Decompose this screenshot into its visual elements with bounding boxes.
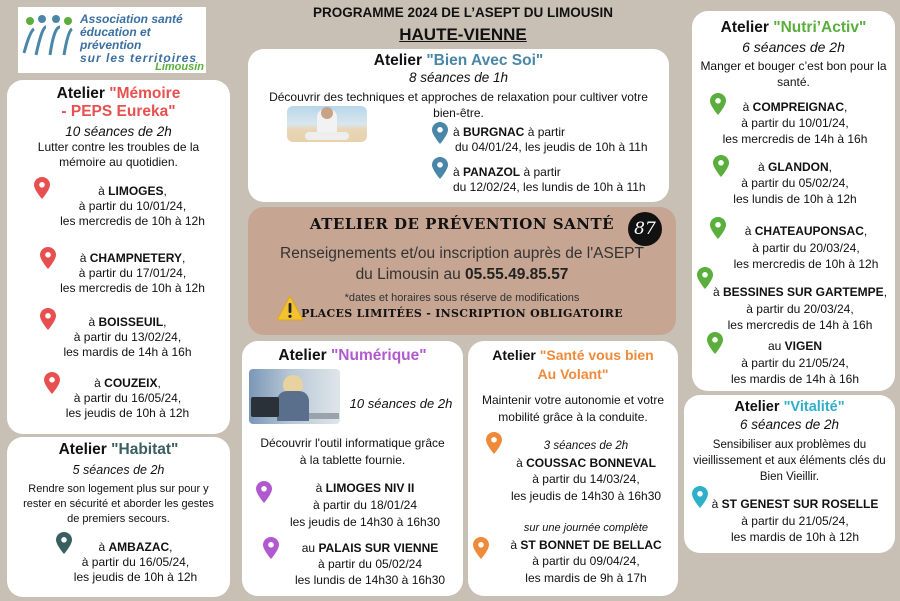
program-title: PROGRAMME 2024 DE L’ASEPT DU LIMOUSIN xyxy=(312,5,614,20)
vitalite-description: Sensibiliser aux problèmes du vieillissement et aux éléments clés du Bien Vieillir. xyxy=(693,439,886,483)
memoire-sessions: 10 séances de 2h xyxy=(65,124,172,139)
location-palais-sur-vienne: au PALAIS SUR VIENNE à partir du 05/02/24 les lundis de 14h30 à 16h30 xyxy=(294,541,446,587)
logo-region: Limousin xyxy=(155,61,204,73)
nutri-description: Manger et bouger c’est bon pour la santé. xyxy=(700,59,887,89)
location-panazol: à PANAZOL à partir du 12/02/24, les lundis de 10h à 11h xyxy=(453,165,646,194)
habitat-sessions: 5 séances de 2h xyxy=(72,463,165,477)
location-vigen: au VIGEN à partir du 21/05/24, les mardis de 14h à 16h xyxy=(730,339,860,386)
habitat-title: Atelier "Habitat" xyxy=(58,441,179,458)
numerique-sessions: 10 séances de 2h xyxy=(349,396,453,411)
location-chateauponsac: à CHATEAUPONSAC, à partir du 20/03/24, les mercredis de 10h à 12h xyxy=(733,224,879,271)
location-couzeix: à COUZEIX, à partir du 16/05/24, les jeudis de 10h à 12h xyxy=(65,376,190,420)
location-limoges-niv-ii: à LIMOGES NIV II à partir du 18/01/24 les jeudis de 14h30 à 16h30 xyxy=(289,481,441,529)
location-bessines-sur-gartempe: à BESSINES SUR GARTEMPE, à partir du 20/03/24, les mercredis de 14h à 16h xyxy=(712,285,888,332)
numerique-description: Découvrir l'outil informatique grâce à la tablette fournie. xyxy=(260,436,445,467)
logo-line1: Association santé xyxy=(80,12,183,26)
location-boisseuil: à BOISSEUIL, à partir du 13/02/24, les mardis de 14h à 16h xyxy=(63,315,192,359)
sante-title: Atelier "Santé vous bien Au Volant" xyxy=(492,347,654,382)
map-pin-icon xyxy=(473,537,489,559)
phone-number[interactable]: 05.55.49.85.57 xyxy=(465,266,569,283)
logo-line3: sur les territoires xyxy=(80,51,198,65)
department-87-badge: 87 xyxy=(628,212,662,246)
numerique-title: Atelier "Numérique" xyxy=(278,347,427,364)
banner-line1: Renseignements et/ou inscription auprès de l'ASEPT xyxy=(280,245,644,262)
location-st-bonnet-de-bellac: sur une journée complète à ST BONNET DE BELLAC à partir du 09/04/24, les mardis de 9h à 17h xyxy=(510,522,662,585)
location-champnetery: à CHAMPNETERY, à partir du 17/01/24, les mercredis de 10h à 12h xyxy=(60,251,205,295)
location-burgnac: à BURGNAC à partir du 04/01/24, les jeudis de 10h à 11h xyxy=(453,125,648,154)
warning-icon xyxy=(276,295,304,321)
department-title: HAUTE-VIENNE xyxy=(399,25,527,44)
location-compreignac: à COMPREIGNAC, à partir du 10/01/24, les mercredis de 14h à 16h xyxy=(722,100,868,146)
bien-title: Atelier "Bien Avec Soi" xyxy=(373,52,544,69)
location-ambazac: à AMBAZAC, à partir du 16/05/24, les jeudis de 10h à 12h xyxy=(73,540,198,584)
location-limoges: à LIMOGES, à partir du 10/01/24, les mercredis de 10h à 12h xyxy=(60,184,205,228)
map-pin-icon xyxy=(256,481,272,503)
computer-photo xyxy=(249,369,340,424)
prevention-banner xyxy=(248,207,676,335)
banner-places: PLACES LIMITÉES - INSCRIPTION OBLIGATOIRE xyxy=(301,307,623,320)
habitat-description: Rendre son logement plus sur pour y rester en sécurité et aborder les gestes de premiers secours. xyxy=(23,483,214,525)
location-glandon: à GLANDON, à partir du 05/02/24, les lundis de 10h à 12h xyxy=(733,160,857,206)
vitalite-sessions: 6 séances de 2h xyxy=(739,417,840,432)
location-st-genest-sur-roselle: à ST GENEST SUR ROSELLE à partir du 21/05/24, les mardis de 10h à 12h xyxy=(711,497,879,544)
banner-note: *dates et horaires sous réserve de modifications xyxy=(344,292,580,304)
memoire-title: Atelier "Mémoire - PEPS Eureka" xyxy=(56,85,181,120)
banner-title: ATELIER DE PRÉVENTION SANTÉ xyxy=(309,215,615,233)
location-coussac-bonneval: 3 séances de 2h à COUSSAC BONNEVAL à partir du 14/03/24, les jeudis de 14h30 à 16h30 xyxy=(510,440,662,503)
logo-line2: éducation et prévention xyxy=(80,25,151,52)
relaxation-photo xyxy=(287,106,367,142)
vitalite-title: Atelier "Vitalité" xyxy=(734,399,845,415)
map-pin-icon xyxy=(432,122,448,144)
nutri-title: Atelier "Nutri’Activ" xyxy=(720,19,867,36)
asept-logo xyxy=(18,7,206,73)
map-pin-icon xyxy=(263,537,279,559)
memoire-description: Lutter contre les troubles de la mémoire au quotidien. xyxy=(37,140,200,169)
banner-line2: du Limousin au 05.55.49.85.57 xyxy=(355,266,569,283)
people-logo-icon xyxy=(20,13,76,63)
bien-description: Découvrir des techniques et approches de relaxation pour cultiver votre bien-être. xyxy=(269,90,648,120)
sante-description: Maintenir votre autonomie et votre mobilité grâce à la conduite. xyxy=(481,393,665,424)
map-pin-icon xyxy=(432,157,448,179)
nutri-sessions: 6 séances de 2h xyxy=(742,39,845,55)
bien-sessions: 8 séances de 1h xyxy=(408,70,509,85)
